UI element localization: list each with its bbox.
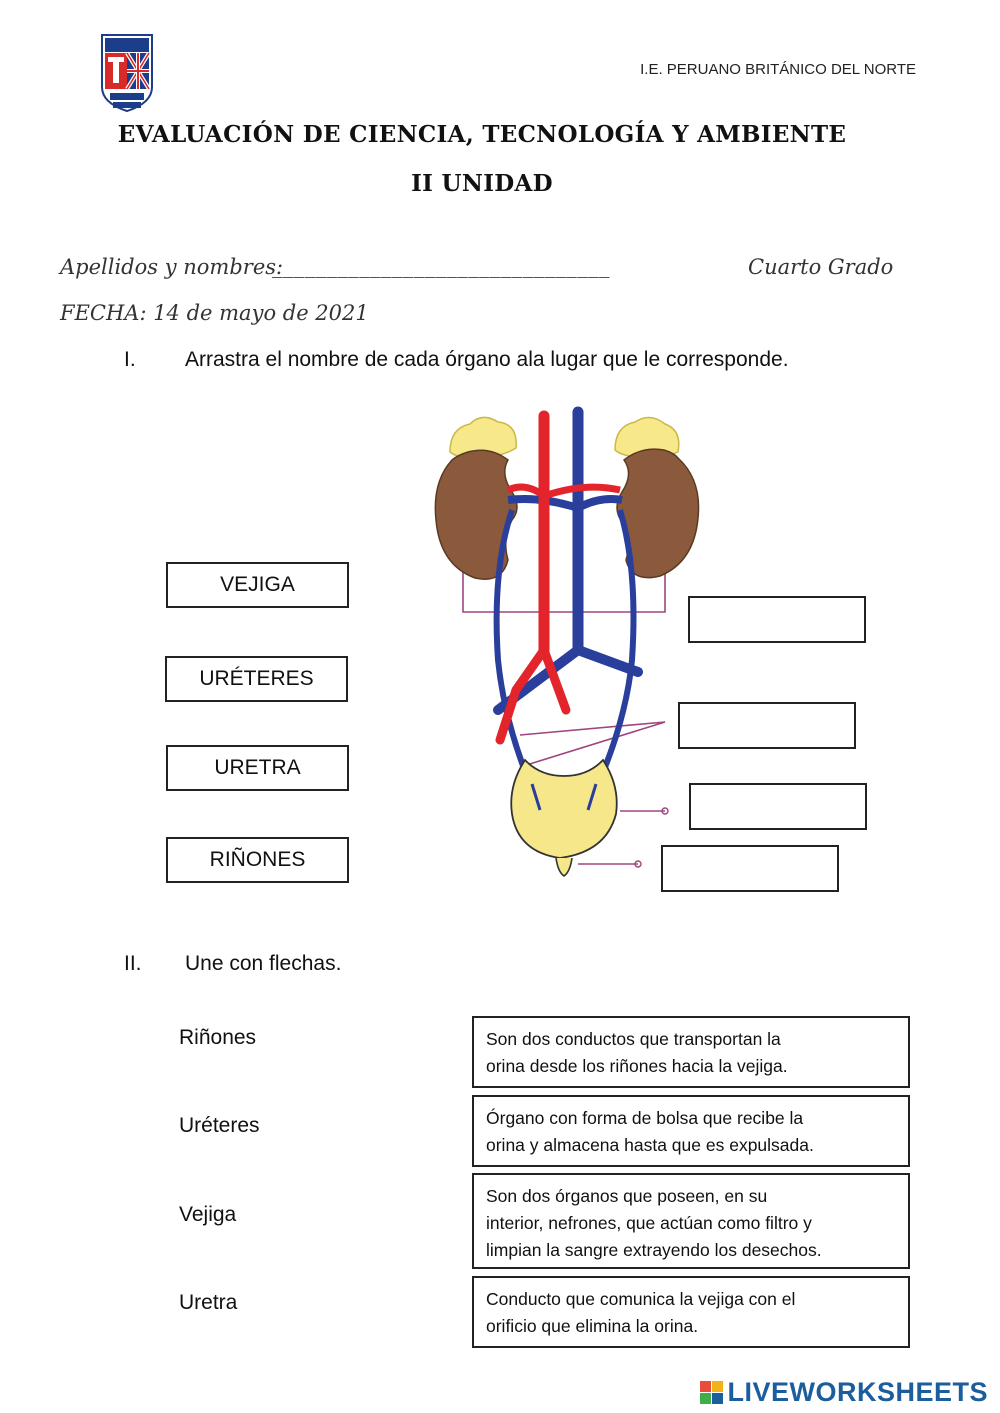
definition-line: interior, nefrones, que actúan como filtro y [486, 1213, 812, 1233]
page-subtitle: II UNIDAD [411, 170, 553, 197]
drag-label-ureteres[interactable]: URÉTERES [165, 656, 348, 702]
term-rinones[interactable]: Riñones [179, 1026, 257, 1049]
definition-box-2[interactable] [472, 1095, 910, 1167]
term-ureteres[interactable]: Uréteres [179, 1114, 260, 1137]
section2-number: II. [124, 952, 142, 975]
definition-line: orina desde los riñones hacia la vejiga. [486, 1056, 788, 1076]
definition-line: Son dos conductos que transportan la [486, 1029, 781, 1049]
section2-instruction: Une con flechas. [185, 952, 342, 975]
school-name: I.E. PERUANO BRITÁNICO DEL NORTE [640, 61, 916, 78]
name-line: _______________________________ [272, 254, 610, 278]
definition-line: Conducto que comunica la vejiga con el [486, 1289, 796, 1309]
liveworksheets-logo [700, 1377, 988, 1408]
date-label: FECHA: 14 de mayo de 2021 [60, 301, 369, 325]
drag-label-rinones[interactable]: RIÑONES [166, 837, 349, 883]
term-vejiga[interactable]: Vejiga [179, 1203, 237, 1226]
drop-box-ureteres[interactable] [678, 702, 856, 749]
brand-name: LIVEWORKSHEETS [727, 1377, 988, 1407]
drag-label-vejiga[interactable]: VEJIGA [166, 562, 349, 608]
definition-line: limpian la sangre extrayendo los desechos. [486, 1240, 822, 1260]
name-label: Apellidos y nombres: [60, 255, 284, 279]
definition-line: orificio que elimina la orina. [486, 1316, 699, 1336]
section1-instruction: Arrastra el nombre de cada órgano ala lugar que le corresponde. [185, 348, 789, 371]
definition-line: orina y almacena hasta que es expulsada. [486, 1135, 814, 1155]
grade-label: Cuarto Grado [748, 255, 894, 279]
page-title: EVALUACIÓN DE CIENCIA, TECNOLOGÍA Y AMBIENTE [117, 121, 847, 148]
term-uretra[interactable]: Uretra [179, 1291, 238, 1314]
drop-box-vejiga[interactable] [689, 783, 867, 830]
drop-box-rinones[interactable] [688, 596, 866, 643]
liveworksheets-icon [700, 1381, 723, 1404]
definition-box-3[interactable] [472, 1173, 910, 1269]
definition-line: Órgano con forma de bolsa que recibe la [486, 1108, 804, 1128]
definition-box-4[interactable] [472, 1276, 910, 1348]
definition-line: Son dos órganos que poseen, en su [486, 1186, 768, 1206]
drop-box-uretra[interactable] [661, 845, 839, 892]
drag-label-uretra[interactable]: URETRA [166, 745, 349, 791]
definition-box-1[interactable] [472, 1016, 910, 1088]
section1-number: I. [124, 348, 136, 371]
